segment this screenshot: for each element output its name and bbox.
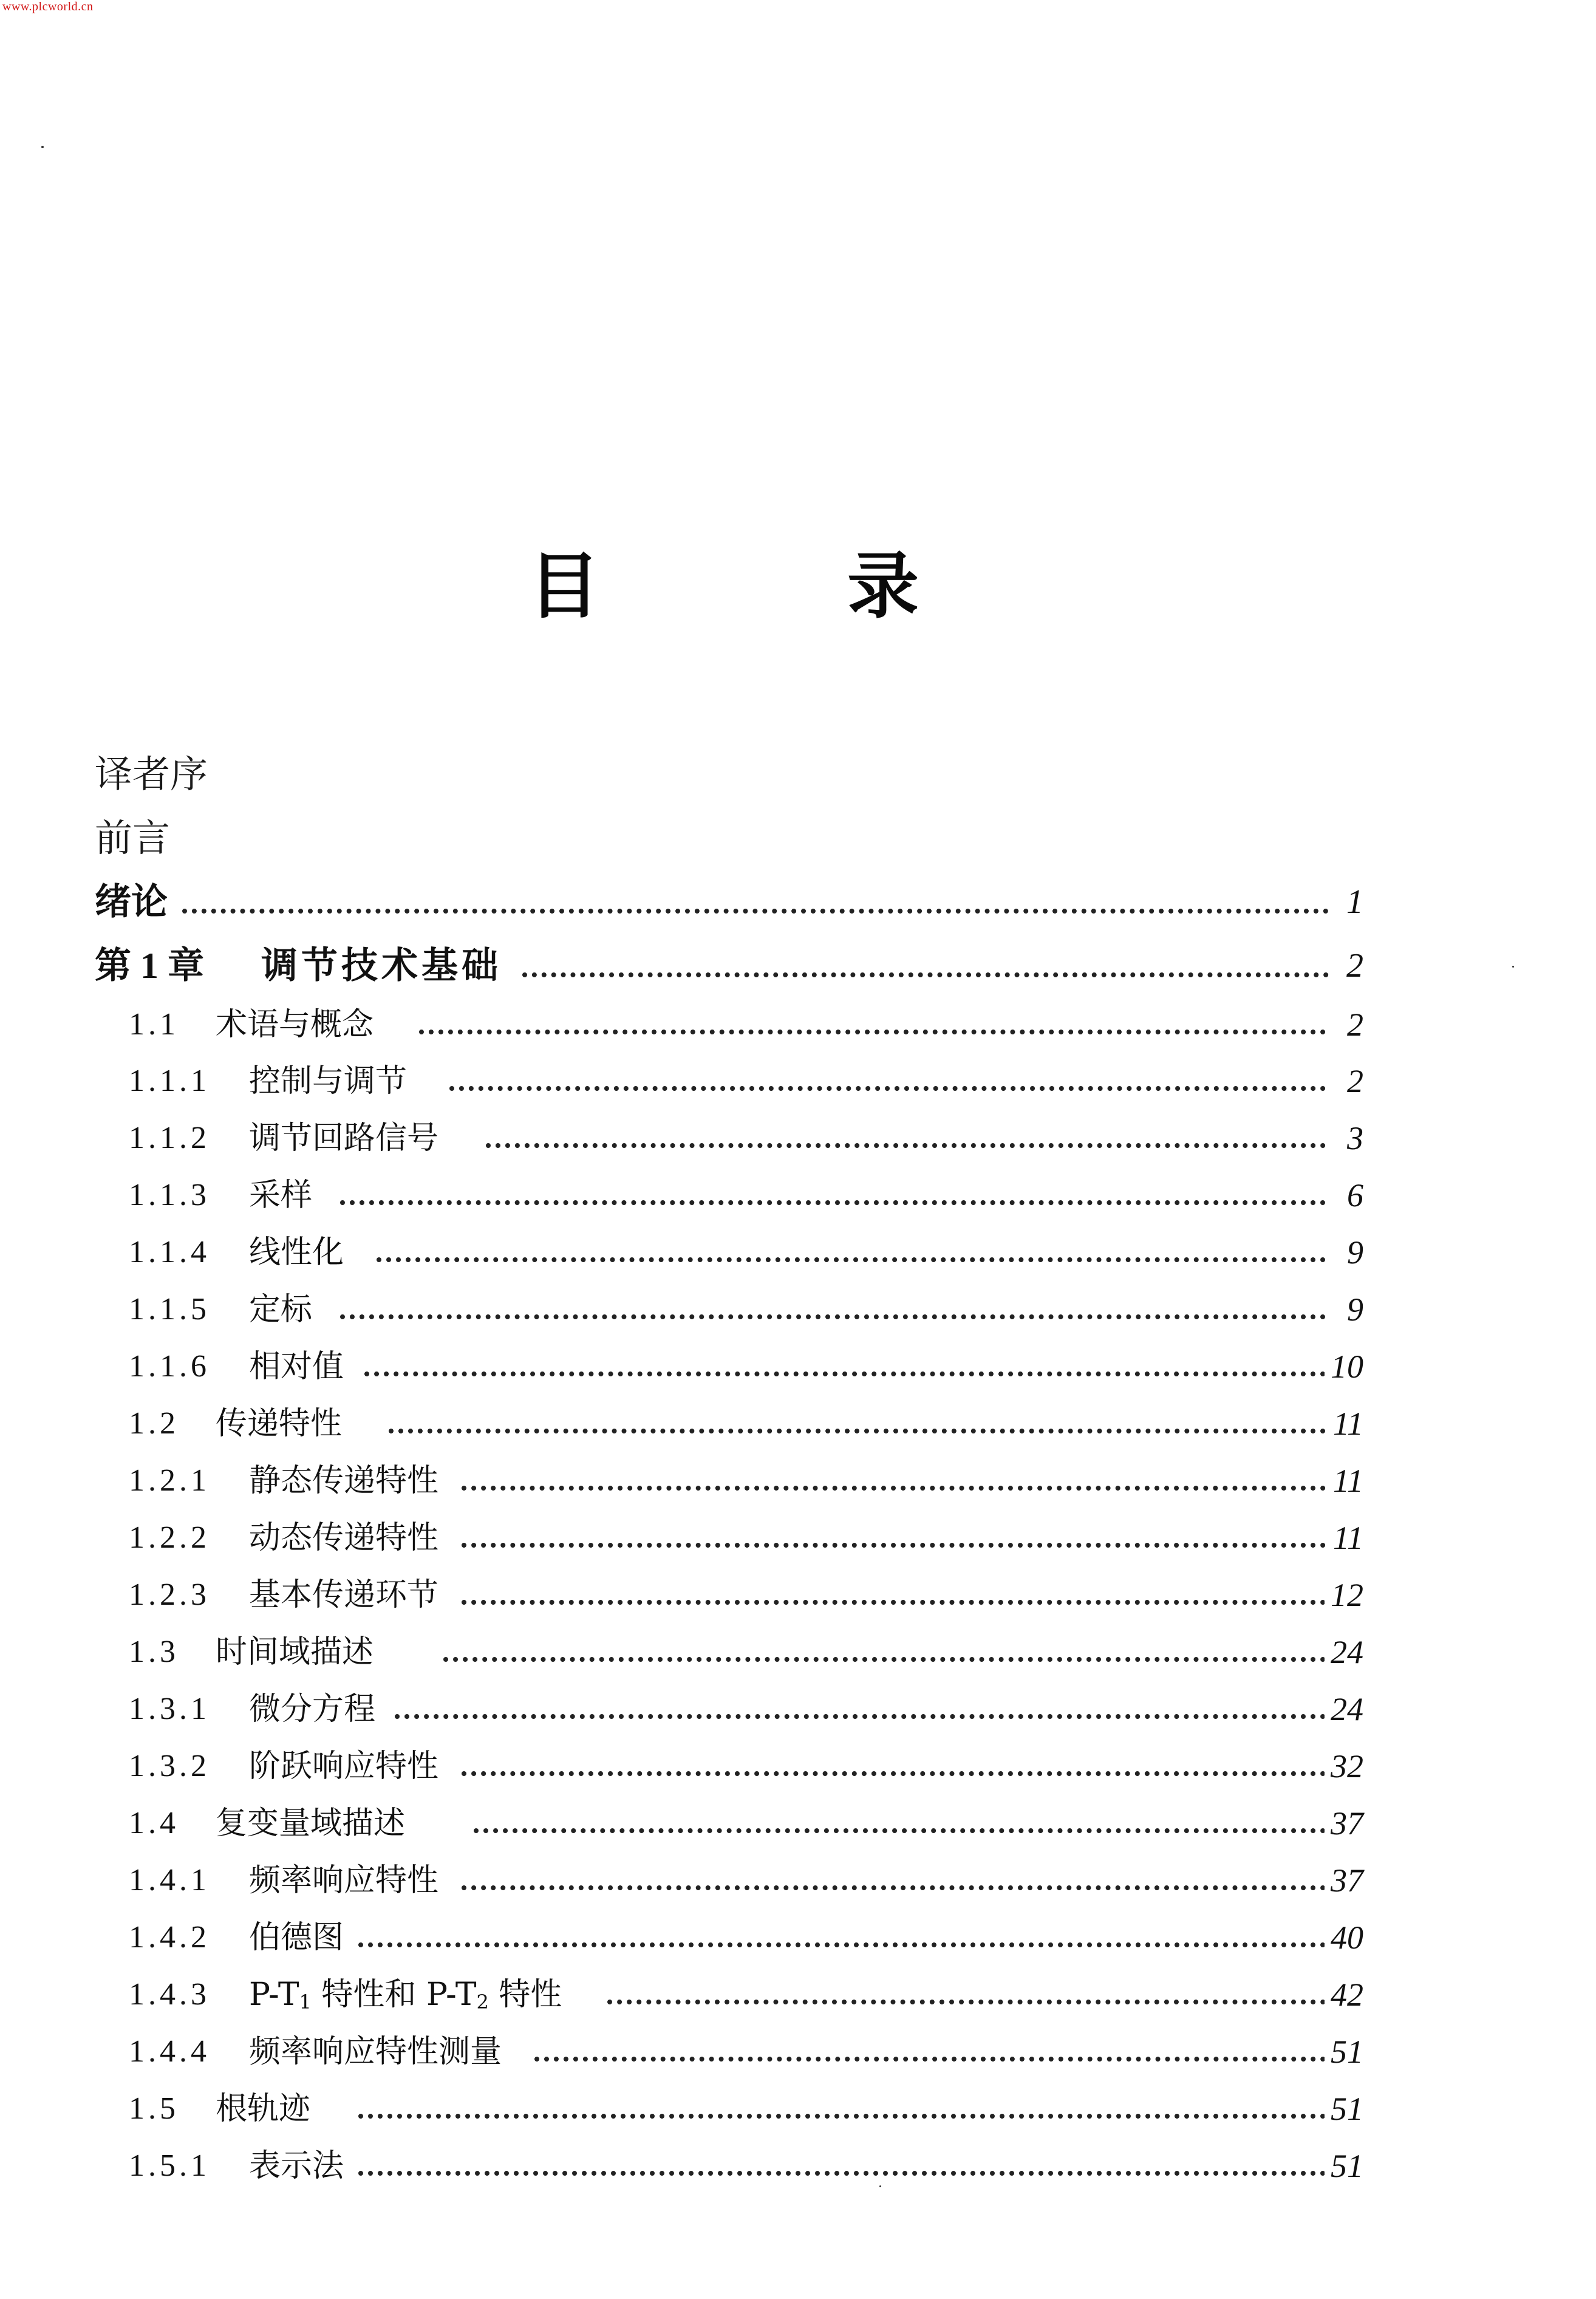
toc-label: 调节技术基础 — [261, 945, 506, 987]
toc-label: 复变量域描述 — [216, 1804, 410, 1843]
toc-section-number: 1.1.4 — [129, 1235, 210, 1269]
toc-page-number: 42 — [1325, 1975, 1363, 2014]
toc-label: 频率响应特性 — [249, 1861, 443, 1900]
leader-dots — [358, 2114, 1326, 2119]
leader-dots — [358, 2171, 1326, 2176]
leader-dots — [389, 1429, 1326, 1433]
toc-section-number: 1.5 — [129, 2091, 179, 2126]
toc-page-number: 32 — [1325, 1747, 1363, 1786]
toc-chapter-number: 第 1 章 — [95, 946, 204, 986]
toc-page-number: 9 — [1341, 1233, 1363, 1272]
toc-label: 阶跃响应特性 — [249, 1747, 443, 1786]
toc-page-number: 11 — [1327, 1518, 1363, 1557]
toc-label: 频率响应特性测量 — [249, 2032, 506, 2071]
leader-dots — [462, 1771, 1326, 1776]
toc-label: 时间域描述 — [216, 1633, 378, 1672]
toc-label-subscript: 2 — [476, 1990, 489, 2014]
toc-page-number: 40 — [1325, 1918, 1363, 1957]
leader-dots — [340, 1314, 1326, 1319]
watermark-url: www.plcworld.cn — [2, 0, 94, 13]
toc-label: 线性化 — [249, 1233, 349, 1272]
toc-page-number: 24 — [1325, 1690, 1363, 1729]
title-char-1: 目 — [528, 544, 601, 628]
leader-dots — [364, 1372, 1326, 1376]
toc-label: 传递特性 — [216, 1404, 347, 1443]
toc-section-number: 1.4.3 — [129, 1977, 210, 2012]
toc-label: 译者序 — [95, 753, 213, 796]
toc-label: 绪论 — [95, 881, 172, 923]
toc-label: 动态传递特性 — [249, 1518, 443, 1557]
toc-page-number: 12 — [1325, 1576, 1363, 1614]
toc-section-number: 1.1 — [129, 1007, 179, 1042]
leader-dots — [462, 1600, 1326, 1605]
toc-label: 根轨迹 — [216, 2089, 315, 2128]
toc-label: 术语与概念 — [216, 1005, 378, 1044]
toc-label: 采样 — [249, 1176, 317, 1215]
toc-section-number: 1.3 — [129, 1635, 179, 1669]
toc-section-number: 1.4 — [129, 1806, 179, 1840]
leader-dots — [462, 1543, 1326, 1548]
toc-section-number: 1.4.4 — [129, 2034, 210, 2069]
toc-page-number: 51 — [1325, 2147, 1363, 2185]
toc-label: 定标 — [249, 1290, 317, 1329]
toc-label: 伯德图 — [249, 1918, 349, 1957]
toc-page-number: 37 — [1325, 1861, 1363, 1900]
leader-dots — [462, 1486, 1326, 1491]
toc-page-number: 9 — [1341, 1290, 1363, 1329]
leader-dots — [358, 1942, 1326, 1947]
toc-label-part: 特性 — [488, 1976, 562, 2013]
leader-dots — [340, 1200, 1326, 1205]
toc-section-number: 1.2.3 — [129, 1577, 210, 1612]
toc-section-number: 1.1.2 — [129, 1121, 210, 1155]
leader-dots — [474, 1828, 1326, 1833]
toc-label: 调节回路信号 — [249, 1119, 443, 1158]
toc-page-number: 11 — [1327, 1404, 1363, 1443]
toc-label: 静态传递特性 — [249, 1461, 443, 1500]
leader-dots — [607, 2000, 1326, 2004]
toc-section-number: 1.3.1 — [129, 1692, 210, 1726]
leader-dots — [462, 1885, 1326, 1890]
toc-page-number: 11 — [1327, 1461, 1363, 1500]
toc-label: 微分方程 — [249, 1690, 380, 1729]
toc-page-number: 37 — [1325, 1804, 1363, 1843]
title-char-2: 录 — [847, 544, 919, 628]
toc-section-number: 1.1.1 — [129, 1064, 210, 1098]
leader-dots — [377, 1257, 1326, 1262]
toc-label-part: P-T — [249, 1976, 299, 2013]
toc-label: 控制与调节 — [249, 1062, 412, 1101]
toc-section-number: 1.2.2 — [129, 1520, 210, 1555]
toc-section-number: 1.2 — [129, 1406, 179, 1441]
toc-label — [249, 1975, 567, 2021]
toc-label: 基本传递环节 — [249, 1576, 443, 1614]
toc-label: 前言 — [95, 817, 175, 859]
toc-label-part: 特性和 P-T — [311, 1976, 477, 2013]
toc-section-number: 1.1.6 — [129, 1349, 210, 1384]
leader-dots — [534, 2057, 1326, 2062]
toc-page-number: 3 — [1341, 1119, 1363, 1158]
toc-page-number: 51 — [1325, 2089, 1363, 2128]
toc-page-number: 1 — [1340, 881, 1363, 923]
leader-dots — [443, 1657, 1326, 1662]
toc-page-number: 6 — [1341, 1176, 1363, 1215]
toc-page-number: 10 — [1325, 1347, 1363, 1386]
leader-dots — [449, 1086, 1326, 1091]
toc-label: 相对值 — [249, 1347, 349, 1386]
toc-page-number: 51 — [1325, 2032, 1363, 2071]
toc-section-number: 1.5.1 — [129, 2148, 210, 2183]
toc-page-number: 24 — [1325, 1633, 1363, 1672]
leader-dots — [522, 972, 1329, 977]
toc-label: 表示法 — [249, 2147, 349, 2185]
leader-dots — [419, 1030, 1326, 1034]
toc-page-number: 2 — [1340, 945, 1363, 987]
toc-section-number: 1.1.3 — [129, 1178, 210, 1212]
leader-dots — [182, 909, 1329, 914]
toc-section-number: 1.1.5 — [129, 1292, 210, 1327]
toc-section-number: 1.4.2 — [129, 1920, 210, 1955]
toc-page-number: 2 — [1341, 1062, 1363, 1101]
toc-section-number: 1.4.1 — [129, 1863, 210, 1898]
leader-dots — [395, 1714, 1326, 1719]
leader-dots — [486, 1143, 1326, 1148]
toc-label-subscript: 1 — [299, 1990, 312, 2014]
toc-section-number: 1.3.2 — [129, 1749, 210, 1783]
toc-section-number: 1.2.1 — [129, 1463, 210, 1498]
toc-page-number: 2 — [1341, 1005, 1363, 1044]
